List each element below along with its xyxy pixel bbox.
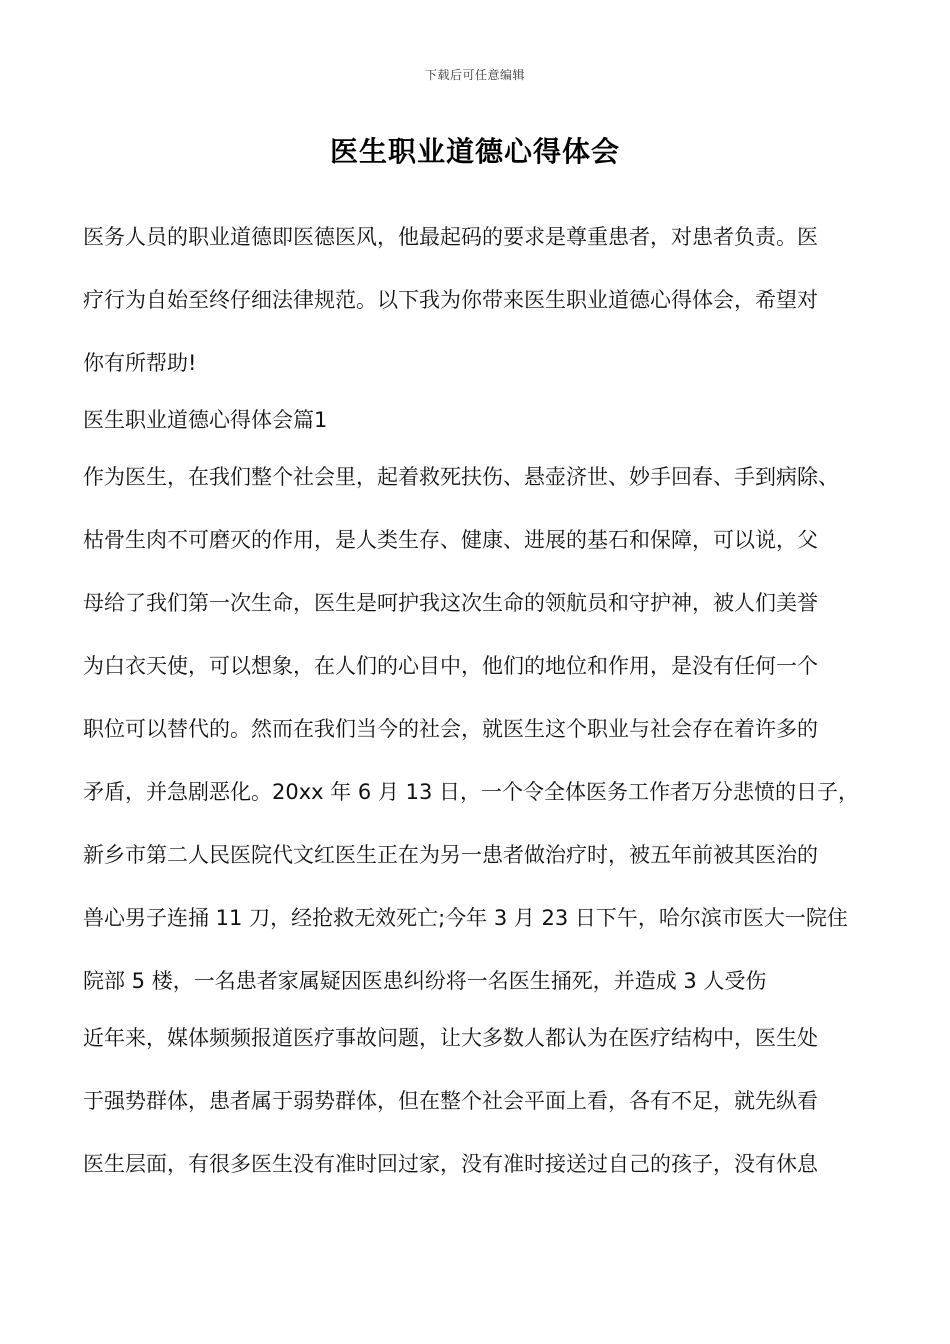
document-title: 医生职业道德心得体会 [329,135,620,168]
body-line: 医生层面，有很多医生没有准时回过家，没有准时接送过自己的孩子，没有休息 [83,1152,818,1176]
body-line: 职位可以替代的。然而在我们当今的社会，就医生这个职业与社会存在着许多的 [83,717,818,741]
body-line: 疗行为自始至终仔细法律规范。以下我为你带来医生职业道德心得体会，希望对 [83,288,818,312]
body-line: 枯骨生肉不可磨灭的作用，是人类生存、健康、进展的基石和保障，可以说，父 [83,528,818,552]
body-line: 母给了我们第一次生命，医生是呵护我这次生命的领航员和守护神，被人们美誉 [83,591,818,615]
body-line: 于强势群体，患者属于弱势群体，但在整个社会平面上看，各有不足，就先纵看 [83,1089,818,1113]
body-line: 兽心男子连捅 11 刀，经抢救无效死亡;今年 3 月 23 日下午，哈尔滨市医大一院住 [83,906,848,930]
body-line: 为白衣天使，可以想象，在人们的心目中，他们的地位和作用，是没有任何一个 [83,654,818,678]
body-line: 近年来，媒体频频报道医疗事故问题，让大多数人都认为在医疗结构中，医生处 [83,1026,818,1050]
document-body [83,221,883,1211]
section-heading: 医生职业道德心得体会篇1 [83,408,328,432]
body-line: 作为医生，在我们整个社会里，起着救死扶伤、悬壶济世、妙手回春、手到病除、 [83,465,839,489]
body-line: 你有所帮助! [83,351,197,375]
body-line: 医务人员的职业道德即医德医风，他最起码的要求是尊重患者，对患者负责。医 [83,225,818,249]
body-line: 矛盾，并急剧恶化。20xx 年 6 月 13 日，一个令全体医务工作者万分悲愤的日子， [83,780,860,804]
header-note: 下载后可任意编辑 [424,68,525,82]
body-line: 新乡市第二人民医院代文红医生正在为另一患者做治疗时，被五年前被其医治的 [83,843,818,867]
body-line: 院部 5 楼，一名患者家属疑因医患纠纷将一名医生捅死，并造成 3 人受伤 [83,969,767,993]
